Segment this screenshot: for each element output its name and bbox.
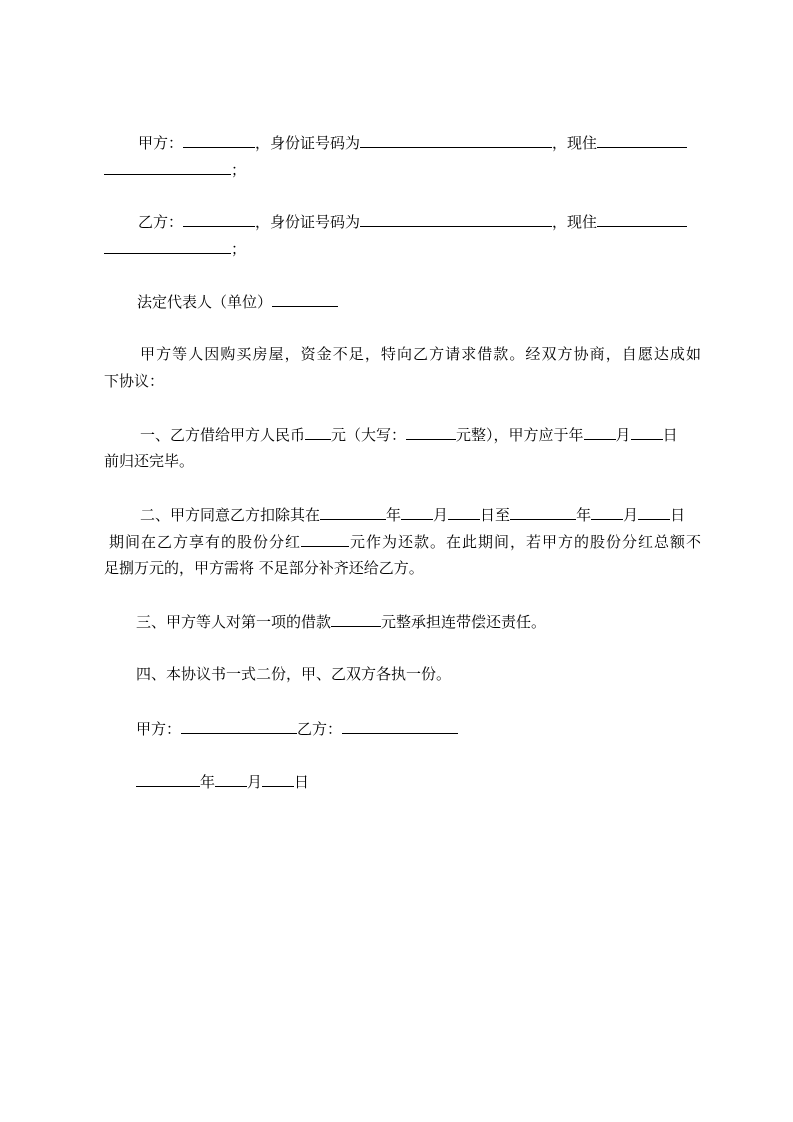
party-b-line [104,209,701,234]
clause-4-line [104,662,701,686]
party-a-line-cont [104,157,701,182]
signature-party-b-label: 乙方： [297,720,343,738]
party-a-name-blank[interactable] [183,130,255,148]
clause-1-amount-words-blank[interactable] [406,422,456,440]
party-a-addr-blank[interactable] [597,130,687,148]
clause-1-line-1 [104,422,701,447]
party-a-line [104,130,701,155]
party-b-id-blank[interactable] [360,209,552,227]
party-a-id-label: ，身份证号码为 [255,134,361,152]
party-a-end: ； [231,161,247,179]
party-b-addr-label: ，现住 [552,213,598,231]
legal-rep-label: 法定代表人（单位） [137,293,273,311]
clause-2-month-end-blank[interactable] [591,502,623,520]
clause-2-text-c: 月 [433,506,449,524]
preamble-line-2 [104,369,701,393]
party-b-addr-blank[interactable] [597,209,687,227]
clause-2-month-start-blank[interactable] [401,502,433,520]
clause-2-text-a: 二、甲方同意乙方扣除其在 [140,506,321,524]
date-month-blank[interactable] [215,769,247,787]
preamble-line-1 [104,342,701,366]
party-b-label: 乙方： [138,213,184,231]
clause-2-year-start-blank[interactable] [320,502,386,520]
party-b-addr-blank-cont[interactable] [104,236,231,254]
date-day-label: 日 [294,773,310,791]
clause-3-line [104,609,701,634]
signature-line [104,716,701,741]
clause-2-text-e: 年 [576,506,592,524]
preamble-text-2: 下协议： [104,372,165,390]
clause-2-text-h: 期间在乙方享有的股份分红 [108,533,301,551]
clause-2-day-start-blank[interactable] [448,502,480,520]
clause-1-text-b: 元（大写： [331,426,407,444]
party-b-name-blank[interactable] [183,209,255,227]
legal-rep-blank[interactable] [272,289,338,307]
clause-2-line-3 [104,556,701,580]
clause-2-line-1 [104,502,701,527]
party-a-label: 甲方： [138,134,184,152]
date-line [104,769,701,794]
clause-2-dividend-blank[interactable] [301,529,349,547]
clause-2-year-end-blank[interactable] [510,502,576,520]
date-year-label: 年 [200,773,216,791]
signature-party-a-label: 甲方： [136,720,182,738]
party-a-addr-blank-cont[interactable] [104,157,231,175]
clause-1-month-blank[interactable] [584,422,616,440]
clause-3-amount-blank[interactable] [331,609,381,627]
clause-2-line-2 [104,529,701,554]
clause-2-text-d: 日至 [480,506,511,524]
clause-2-text-i: 元作为还款。在此期间，若甲方的股份分红总额不 [349,533,701,551]
legal-rep-line [104,289,701,314]
clause-2-text-f: 月 [623,506,639,524]
clause-2-text-j: 足捌万元的，甲方需将 不足部分补齐还给乙方。 [104,559,424,577]
clause-1-text-d: 月 [615,426,631,444]
clause-1-text-f: 前归还完毕。 [104,452,195,470]
clause-1-text-e: 日 [662,426,678,444]
clause-1-day-blank[interactable] [631,422,663,440]
date-month-label: 月 [247,773,263,791]
clause-1-amount-blank[interactable] [305,422,331,440]
party-a-id-blank[interactable] [360,130,552,148]
party-a-addr-label: ，现住 [552,134,598,152]
party-b-id-label: ，身份证号码为 [255,213,361,231]
signature-party-a-blank[interactable] [181,716,297,734]
party-b-line-cont [104,236,701,261]
clause-2-text-b: 年 [386,506,402,524]
preamble-text-1: 甲方等人因购买房屋，资金不足，特向乙方请求借款。经双方协商，自愿达成如 [139,345,701,363]
clause-1-text-a: 一、乙方借给甲方人民币 [140,426,306,444]
clause-3-text-a: 三、甲方等人对第一项的借款 [136,613,332,631]
clause-3-text-b: 元整承担连带偿还责任。 [381,613,547,631]
date-year-blank[interactable] [136,769,200,787]
clause-4-text: 四、本协议书一式二份，甲、乙双方各执一份。 [136,665,452,683]
clause-1-text-c: 元整），甲方应于年 [456,426,584,444]
clause-2-day-end-blank[interactable] [638,502,670,520]
clause-2-text-g: 日 [670,506,686,524]
party-b-end: ； [231,240,247,258]
signature-party-b-blank[interactable] [342,716,458,734]
clause-1-line-2 [104,449,701,473]
date-day-blank[interactable] [262,769,294,787]
